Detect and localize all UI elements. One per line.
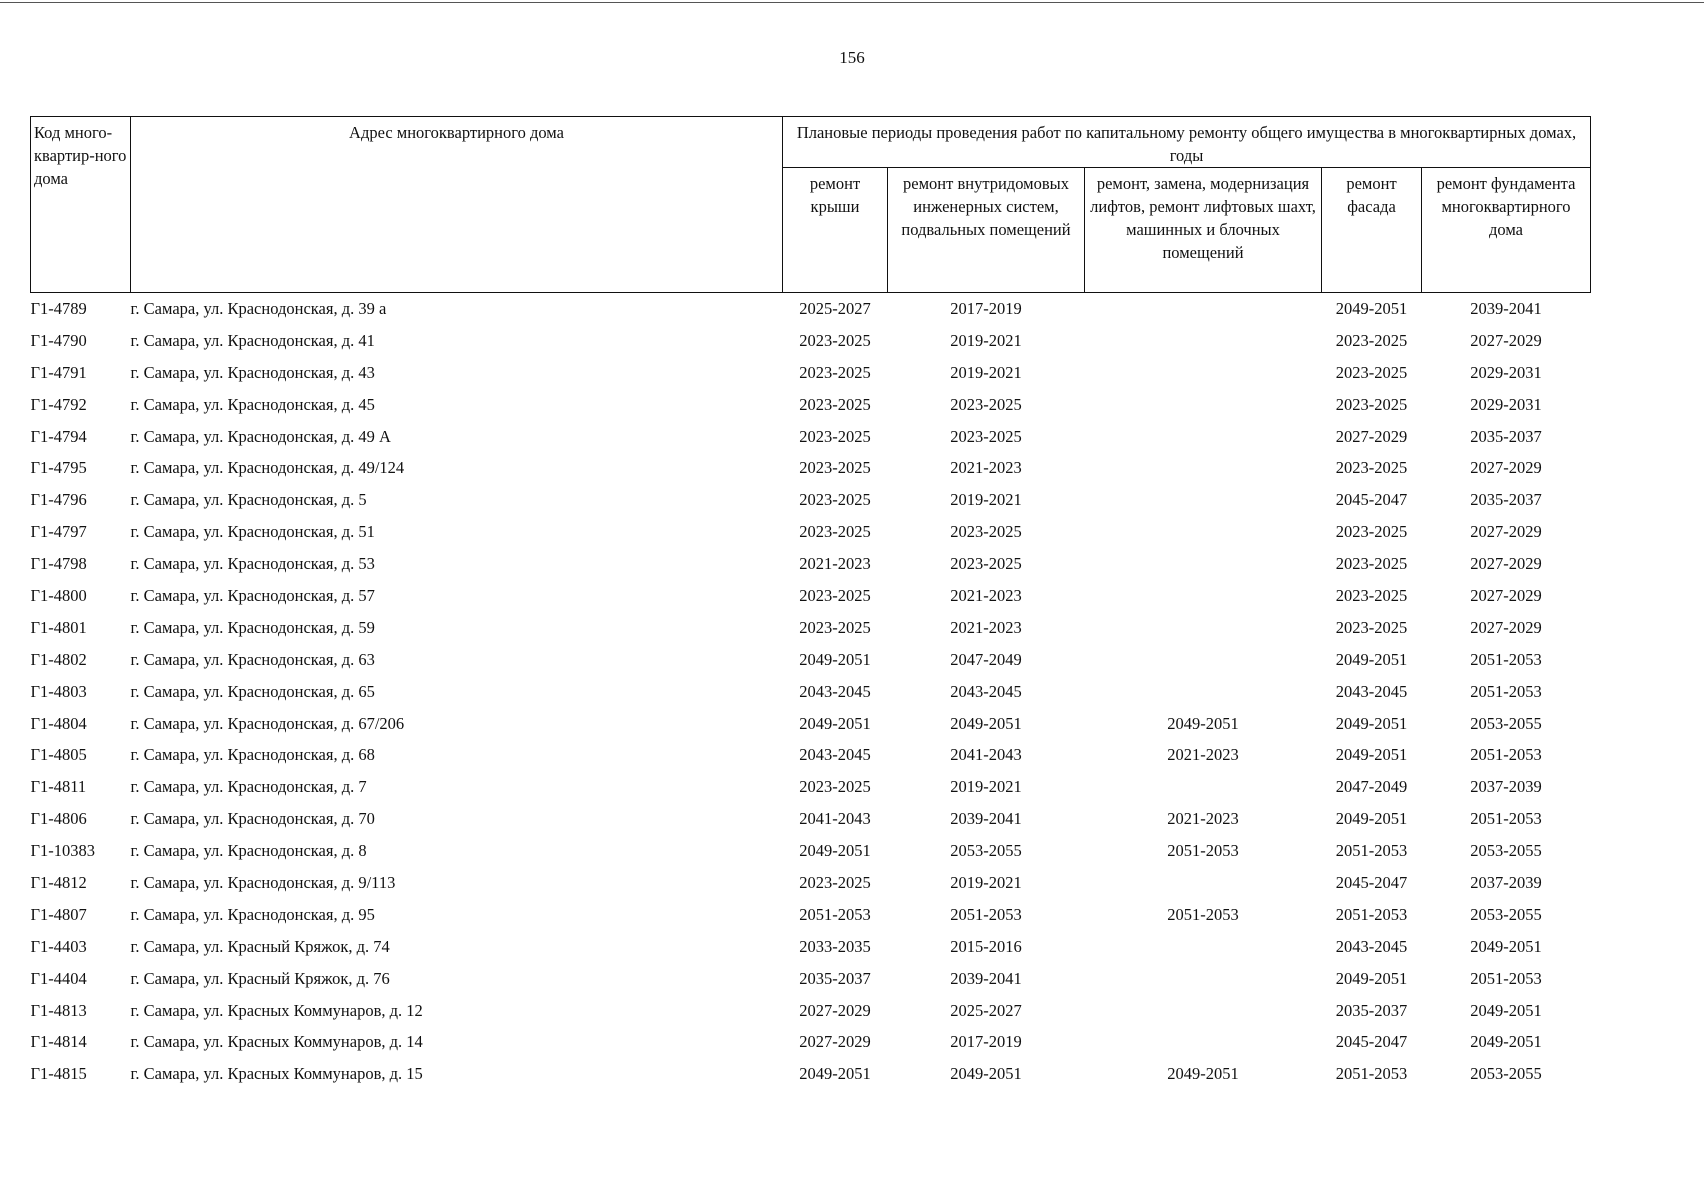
cell-address: г. Самара, ул. Краснодонская, д. 53 <box>130 554 375 574</box>
header-facade: ремонт фасада <box>1322 168 1422 293</box>
cell-address: г. Самара, ул. Краснодонская, д. 7 <box>130 777 367 797</box>
cell-foundation: 2035-2037 <box>1470 426 1542 446</box>
capital-repair-table <box>30 116 1591 1090</box>
cell-address: г. Самара, ул. Краснодонская, д. 5 <box>130 490 367 510</box>
table-row <box>31 516 1591 548</box>
cell-address: г. Самара, ул. Краснодонская, д. 45 <box>130 394 375 414</box>
cell-roof: 2027-2029 <box>799 1000 871 1020</box>
cell-roof: 2051-2053 <box>799 904 871 924</box>
cell-code: Г1-4795 <box>30 458 87 478</box>
table-row <box>31 1058 1591 1090</box>
cell-address: г. Самара, ул. Краснодонская, д. 41 <box>130 330 375 350</box>
table-row <box>31 676 1591 708</box>
table-row <box>31 963 1591 995</box>
cell-address: г. Самара, ул. Краснодонская, д. 9/113 <box>130 872 396 892</box>
cell-elevator <box>1085 548 1322 580</box>
cell-facade: 2051-2053 <box>1335 1064 1408 1084</box>
cell-facade: 2023-2025 <box>1335 394 1408 414</box>
cell-elevator <box>1085 1026 1322 1058</box>
cell-elevator: 2021-2023 <box>1167 745 1239 765</box>
cell-code: Г1-4813 <box>30 1000 87 1020</box>
cell-foundation: 2051-2053 <box>1470 681 1542 701</box>
cell-code: Г1-10383 <box>30 841 96 861</box>
cell-elevator <box>1085 771 1322 803</box>
cell-address: г. Самара, ул. Краснодонская, д. 43 <box>130 362 375 382</box>
table-row <box>31 293 1591 325</box>
header-code: Код много-квартир-ного дома <box>31 117 131 293</box>
cell-facade: 2023-2025 <box>1335 617 1408 637</box>
cell-code: Г1-4805 <box>30 745 87 765</box>
cell-elevator <box>1085 867 1322 899</box>
cell-foundation: 2035-2037 <box>1470 490 1542 510</box>
cell-foundation: 2051-2053 <box>1470 649 1542 669</box>
cell-engineering: 2039-2041 <box>950 968 1022 988</box>
table-row <box>31 484 1591 516</box>
header-roof: ремонт крыши <box>783 168 888 293</box>
cell-engineering: 2019-2021 <box>950 330 1022 350</box>
cell-facade: 2027-2029 <box>1335 426 1408 446</box>
cell-facade: 2049-2051 <box>1335 745 1408 765</box>
cell-code: Г1-4791 <box>30 362 87 382</box>
cell-address: г. Самара, ул. Краснодонская, д. 70 <box>130 809 375 829</box>
cell-elevator: 2049-2051 <box>1167 713 1239 733</box>
table-row <box>31 835 1591 867</box>
cell-address: г. Самара, ул. Краснодонская, д. 39 а <box>130 298 387 318</box>
cell-elevator <box>1085 644 1322 676</box>
cell-address: г. Самара, ул. Краснодонская, д. 67/206 <box>130 713 405 733</box>
cell-code: Г1-4790 <box>30 330 87 350</box>
cell-code: Г1-4801 <box>30 617 87 637</box>
cell-elevator: 2049-2051 <box>1167 1064 1239 1084</box>
cell-foundation: 2029-2031 <box>1470 362 1542 382</box>
cell-facade: 2049-2051 <box>1335 809 1408 829</box>
table-row <box>31 771 1591 803</box>
cell-facade: 2045-2047 <box>1335 1032 1408 1052</box>
cell-engineering: 2041-2043 <box>950 745 1022 765</box>
cell-roof: 2023-2025 <box>799 394 871 414</box>
cell-elevator <box>1085 357 1322 389</box>
table-body <box>31 293 1591 1091</box>
cell-code: Г1-4789 <box>30 298 87 318</box>
cell-elevator <box>1085 516 1322 548</box>
cell-elevator <box>1085 995 1322 1027</box>
cell-engineering: 2019-2021 <box>950 362 1022 382</box>
header-engineering: ремонт внутридомовых инженерных систем, подвальных помещений <box>888 168 1085 293</box>
cell-elevator <box>1085 676 1322 708</box>
cell-code: Г1-4794 <box>30 426 87 446</box>
cell-code: Г1-4806 <box>30 809 87 829</box>
cell-roof: 2023-2025 <box>799 426 871 446</box>
cell-foundation: 2027-2029 <box>1470 585 1542 605</box>
cell-facade: 2047-2049 <box>1335 777 1408 797</box>
cell-facade: 2045-2047 <box>1335 872 1408 892</box>
table-row <box>31 708 1591 740</box>
cell-foundation: 2027-2029 <box>1470 617 1542 637</box>
cell-facade: 2049-2051 <box>1335 649 1408 669</box>
cell-engineering: 2023-2025 <box>950 426 1022 446</box>
cell-code: Г1-4403 <box>30 936 87 956</box>
cell-foundation: 2049-2051 <box>1470 936 1542 956</box>
cell-roof: 2025-2027 <box>799 298 871 318</box>
page-number: 156 <box>839 48 865 67</box>
cell-code: Г1-4811 <box>30 777 87 797</box>
cell-code: Г1-4802 <box>30 649 87 669</box>
cell-roof: 2027-2029 <box>799 1032 871 1052</box>
cell-code: Г1-4797 <box>30 522 87 542</box>
cell-roof: 2033-2035 <box>799 936 871 956</box>
cell-engineering: 2043-2045 <box>950 681 1022 701</box>
cell-roof: 2043-2045 <box>799 745 871 765</box>
header-foundation: ремонт фундамента многоквартирного дома <box>1422 168 1591 293</box>
cell-code: Г1-4798 <box>30 554 87 574</box>
cell-address: г. Самара, ул. Красных Коммунаров, д. 14 <box>130 1032 423 1052</box>
table-row <box>31 612 1591 644</box>
cell-engineering: 2015-2016 <box>950 936 1022 956</box>
cell-roof: 2043-2045 <box>799 681 871 701</box>
cell-engineering: 2025-2027 <box>950 1000 1022 1020</box>
cell-foundation: 2049-2051 <box>1470 1032 1542 1052</box>
cell-facade: 2023-2025 <box>1335 458 1408 478</box>
cell-elevator <box>1085 612 1322 644</box>
table-row <box>31 580 1591 612</box>
cell-roof: 2023-2025 <box>799 777 871 797</box>
cell-facade: 2049-2051 <box>1335 968 1408 988</box>
cell-address: г. Самара, ул. Красный Кряжок, д. 76 <box>130 968 390 988</box>
cell-code: Г1-4803 <box>30 681 87 701</box>
cell-roof: 2035-2037 <box>799 968 871 988</box>
cell-facade: 2049-2051 <box>1335 713 1408 733</box>
cell-roof: 2049-2051 <box>799 841 871 861</box>
table-row <box>31 803 1591 835</box>
table-row <box>31 389 1591 421</box>
table-row <box>31 357 1591 389</box>
cell-roof: 2021-2023 <box>799 554 871 574</box>
cell-code: Г1-4404 <box>30 968 87 988</box>
cell-elevator <box>1085 325 1322 357</box>
cell-roof: 2023-2025 <box>799 617 871 637</box>
cell-engineering: 2047-2049 <box>950 649 1022 669</box>
table-row <box>31 931 1591 963</box>
cell-facade: 2043-2045 <box>1335 681 1408 701</box>
cell-elevator <box>1085 452 1322 484</box>
table-row <box>31 1026 1591 1058</box>
cell-elevator <box>1085 963 1322 995</box>
cell-roof: 2049-2051 <box>799 713 871 733</box>
cell-engineering: 2017-2019 <box>950 1032 1022 1052</box>
cell-facade: 2045-2047 <box>1335 490 1408 510</box>
cell-facade: 2035-2037 <box>1335 1000 1408 1020</box>
cell-code: Г1-4812 <box>30 872 87 892</box>
cell-roof: 2023-2025 <box>799 330 871 350</box>
cell-roof: 2049-2051 <box>799 1064 871 1084</box>
cell-roof: 2023-2025 <box>799 458 871 478</box>
cell-roof: 2023-2025 <box>799 872 871 892</box>
cell-roof: 2023-2025 <box>799 490 871 510</box>
cell-foundation: 2027-2029 <box>1470 554 1542 574</box>
cell-engineering: 2019-2021 <box>950 490 1022 510</box>
cell-roof: 2023-2025 <box>799 362 871 382</box>
cell-facade: 2023-2025 <box>1335 554 1408 574</box>
cell-engineering: 2049-2051 <box>950 1064 1022 1084</box>
cell-engineering: 2039-2041 <box>950 809 1022 829</box>
table-row <box>31 644 1591 676</box>
cell-address: г. Самара, ул. Красных Коммунаров, д. 12 <box>130 1000 423 1020</box>
cell-engineering: 2021-2023 <box>950 617 1022 637</box>
cell-facade: 2043-2045 <box>1335 936 1408 956</box>
cell-foundation: 2039-2041 <box>1470 298 1542 318</box>
table-row <box>31 899 1591 931</box>
cell-elevator <box>1085 293 1322 325</box>
cell-elevator <box>1085 931 1322 963</box>
cell-engineering: 2019-2021 <box>950 777 1022 797</box>
cell-foundation: 2027-2029 <box>1470 458 1542 478</box>
table-row <box>31 995 1591 1027</box>
cell-facade: 2051-2053 <box>1335 904 1408 924</box>
cell-code: Г1-4804 <box>30 713 87 733</box>
cell-address: г. Самара, ул. Красных Коммунаров, д. 15 <box>130 1064 423 1084</box>
table-row <box>31 452 1591 484</box>
cell-elevator <box>1085 484 1322 516</box>
cell-facade: 2049-2051 <box>1335 298 1408 318</box>
cell-foundation: 2053-2055 <box>1470 1064 1542 1084</box>
header-periods-group: Плановые периоды проведения работ по капитальному ремонту общего имущества в многоквартирных домах, годы <box>783 117 1591 168</box>
cell-foundation: 2053-2055 <box>1470 904 1542 924</box>
cell-engineering: 2023-2025 <box>950 522 1022 542</box>
cell-code: Г1-4792 <box>30 394 87 414</box>
cell-foundation: 2051-2053 <box>1470 968 1542 988</box>
cell-address: г. Самара, ул. Краснодонская, д. 8 <box>130 841 367 861</box>
cell-code: Г1-4807 <box>30 904 87 924</box>
cell-roof: 2041-2043 <box>799 809 871 829</box>
cell-elevator: 2021-2023 <box>1167 809 1239 829</box>
table-row <box>31 548 1591 580</box>
cell-address: г. Самара, ул. Краснодонская, д. 68 <box>130 745 375 765</box>
cell-foundation: 2053-2055 <box>1470 713 1542 733</box>
cell-code: Г1-4800 <box>30 585 87 605</box>
cell-address: г. Самара, ул. Краснодонская, д. 49 А <box>130 426 391 446</box>
cell-roof: 2049-2051 <box>799 649 871 669</box>
cell-engineering: 2021-2023 <box>950 458 1022 478</box>
cell-facade: 2023-2025 <box>1335 585 1408 605</box>
cell-elevator: 2051-2053 <box>1167 841 1239 861</box>
cell-roof: 2023-2025 <box>799 585 871 605</box>
cell-engineering: 2021-2023 <box>950 585 1022 605</box>
cell-elevator <box>1085 421 1322 453</box>
cell-foundation: 2037-2039 <box>1470 777 1542 797</box>
cell-engineering: 2017-2019 <box>950 298 1022 318</box>
cell-address: г. Самара, ул. Краснодонская, д. 49/124 <box>130 458 405 478</box>
top-border-line <box>0 2 1704 3</box>
cell-engineering: 2049-2051 <box>950 713 1022 733</box>
cell-address: г. Самара, ул. Красный Кряжок, д. 74 <box>130 936 390 956</box>
cell-roof: 2023-2025 <box>799 522 871 542</box>
cell-foundation: 2027-2029 <box>1470 330 1542 350</box>
cell-foundation: 2029-2031 <box>1470 394 1542 414</box>
cell-address: г. Самара, ул. Краснодонская, д. 51 <box>130 522 375 542</box>
cell-facade: 2023-2025 <box>1335 330 1408 350</box>
cell-engineering: 2051-2053 <box>950 904 1022 924</box>
cell-engineering: 2019-2021 <box>950 872 1022 892</box>
cell-address: г. Самара, ул. Краснодонская, д. 63 <box>130 649 375 669</box>
cell-facade: 2023-2025 <box>1335 522 1408 542</box>
cell-engineering: 2053-2055 <box>950 841 1022 861</box>
cell-foundation: 2053-2055 <box>1470 841 1542 861</box>
table-row <box>31 325 1591 357</box>
cell-foundation: 2027-2029 <box>1470 522 1542 542</box>
table-row <box>31 867 1591 899</box>
cell-code: Г1-4796 <box>30 490 87 510</box>
cell-foundation: 2037-2039 <box>1470 872 1542 892</box>
cell-foundation: 2051-2053 <box>1470 745 1542 765</box>
cell-engineering: 2023-2025 <box>950 554 1022 574</box>
cell-address: г. Самара, ул. Краснодонская, д. 57 <box>130 585 375 605</box>
cell-foundation: 2051-2053 <box>1470 809 1542 829</box>
header-elevator: ремонт, замена, модернизация лифтов, ремонт лифтовых шахт, машинных и блочных помещений <box>1085 168 1322 293</box>
cell-elevator: 2051-2053 <box>1167 904 1239 924</box>
header-address: Адрес многоквартирного дома <box>131 117 783 293</box>
cell-address: г. Самара, ул. Краснодонская, д. 59 <box>130 617 375 637</box>
cell-address: г. Самара, ул. Краснодонская, д. 65 <box>130 681 375 701</box>
cell-code: Г1-4815 <box>30 1064 87 1084</box>
cell-engineering: 2023-2025 <box>950 394 1022 414</box>
table-row <box>31 739 1591 771</box>
cell-facade: 2023-2025 <box>1335 362 1408 382</box>
table-row <box>31 421 1591 453</box>
cell-foundation: 2049-2051 <box>1470 1000 1542 1020</box>
table-header <box>31 117 1591 293</box>
cell-elevator <box>1085 389 1322 421</box>
cell-elevator <box>1085 580 1322 612</box>
cell-address: г. Самара, ул. Краснодонская, д. 95 <box>130 904 375 924</box>
cell-facade: 2051-2053 <box>1335 841 1408 861</box>
cell-code: Г1-4814 <box>30 1032 87 1052</box>
